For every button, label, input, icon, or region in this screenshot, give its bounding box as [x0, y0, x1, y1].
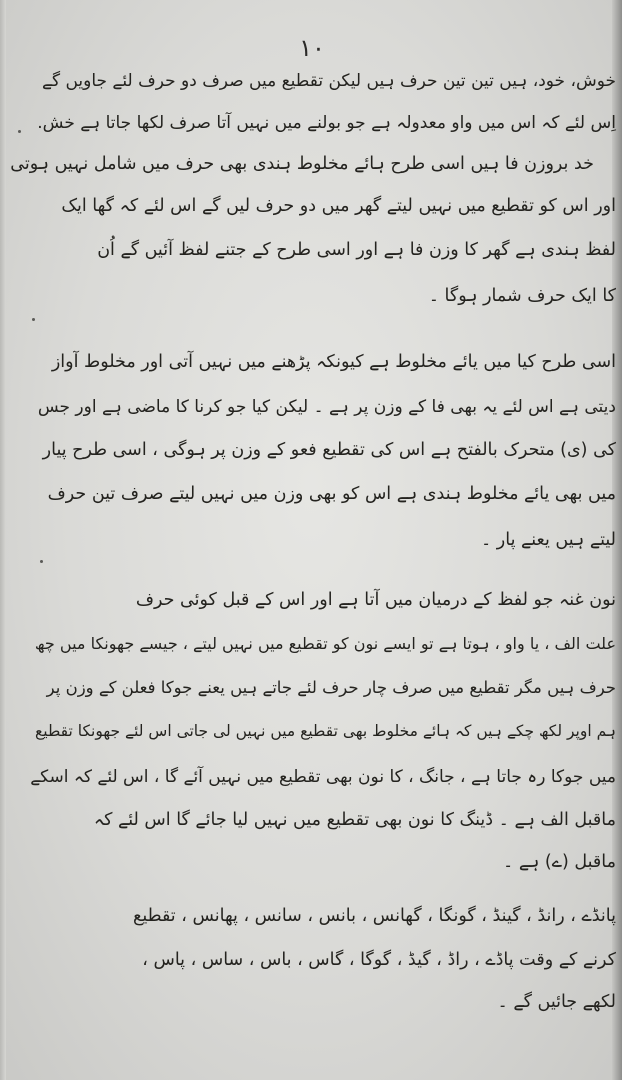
- text-line: ماقبل (ے) ہے ۔: [503, 852, 616, 872]
- text-line: دیتی ہے اس لئے یہ بھی فا کے وزن پر ہے ۔ لیکن کیا جو کرنا کا ماضی ہے اور جس: [37, 397, 616, 417]
- page-number: ۱۰: [299, 34, 325, 62]
- paper-speck: [32, 318, 35, 321]
- text-line: ہم اوپر لکھ چکے ہیں کہ ہائے مخلوط بھی تقطیع میں نہیں لی جاتی اس لئے جھونکا تقطیع: [35, 722, 616, 740]
- text-line: خوش، خود، ہیں تین تین حرف ہیں لیکن تقطیع میں صرف دو حرف لئے جاویں گے: [41, 71, 616, 91]
- text-line: میں بھی یائے مخلوط ہندی ہے اس کو بھی وزن میں نہیں لیتے صرف تین حرف: [47, 484, 616, 504]
- page-left-edge: [0, 0, 6, 1080]
- text-line: اِس لئے کہ اس میں واو معدولہ ہے جو بولنے میں نہیں آتا صرف لکھا جاتا ہے خش.: [37, 113, 616, 133]
- text-line: کی (ی) متحرک بالفتح ہے اس کی تقطیع فعو کے وزن پر ہوگی ، اسی طرح پیار: [42, 440, 616, 460]
- paper-speck: [40, 560, 43, 563]
- text-line: کرنے کے وقت پاڈے ، راڈ ، گیڈ ، گوگا ، گاس ، باس ، ساس ، پاس ،: [142, 950, 616, 970]
- text-line: ماقبل الف ہے ۔ ڈینگ کا نون بھی تقطیع میں نہیں لیا جائے گا اس لئے کہ: [93, 810, 616, 830]
- text-line: علت الف ، یا واو ، ہوتا ہے تو ایسے نون کو تقطیع میں نہیں لیتے ، جیسے جھونکا میں چھ: [34, 634, 616, 653]
- text-line: کا ایک حرف شمار ہوگا ۔: [428, 286, 616, 306]
- text-line: لفظ ہندی ہے گھر کا وزن فا ہے اور اسی طرح کے جتنے لفظ آئیں گے اُن: [97, 240, 616, 260]
- text-line: میں جوکا رہ جاتا ہے ، جانگ ، کا نون بھی تقطیع میں نہیں آئے گا ، اس لئے کہ اسکے: [30, 767, 616, 787]
- text-line: خد بروزن فا ہیں اسی طرح ہائے مخلوط ہندی بھی حرف میں شامل نہیں ہوتی: [10, 154, 594, 174]
- text-line: اسی طرح کیا میں یائے مخلوط ہے کیونکہ پڑھنے میں نہیں آتی اور مخلوط آواز: [51, 352, 616, 372]
- text-line: لکھے جائیں گے ۔: [497, 992, 616, 1012]
- text-line: پانڈے ، رانڈ ، گینڈ ، گونگا ، گھانس ، بانس ، سانس ، پھانس ، تقطیع: [133, 906, 616, 926]
- text-line: اور اس کو تقطیع میں نہیں لیتے گھر میں دو حرف لیں گے اس لئے کہ گھا ایک: [61, 196, 616, 216]
- text-line: نون غنہ جو لفظ کے درمیان میں آتا ہے اور اس کے قبل کوئی حرف: [135, 590, 616, 610]
- paper-speck: [18, 130, 21, 133]
- text-line: حرف ہیں مگر تقطیع میں صرف چار حرف لئے جاتے ہیں یعنے جوکا فعلن کے وزن پر: [46, 678, 616, 697]
- text-line: لیتے ہیں یعنے پار ۔: [480, 530, 616, 550]
